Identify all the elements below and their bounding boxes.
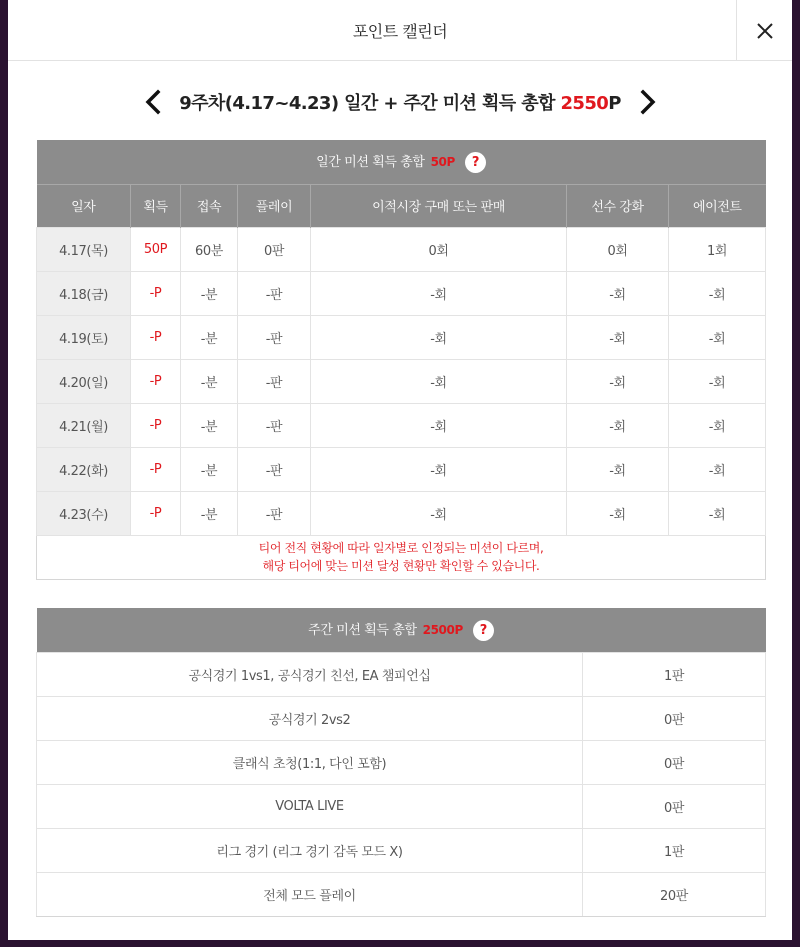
play-cell: 0판: [238, 227, 311, 271]
table-row: [37, 652, 766, 696]
points-cell: -P: [131, 359, 181, 403]
play-cell: -판: [238, 271, 311, 315]
login-cell: -분: [181, 403, 238, 447]
header-transfer: 이적시장 구매 또는 판매: [311, 184, 567, 227]
agent-cell: -회: [669, 491, 766, 535]
transfer-cell: -회: [311, 447, 567, 491]
date-cell: 4.21(월): [37, 403, 131, 447]
table-row: [37, 784, 766, 828]
points-cell: -P: [131, 271, 181, 315]
upgrade-cell: -회: [567, 447, 669, 491]
help-icon[interactable]: ?: [473, 620, 494, 641]
login-cell: -분: [181, 447, 238, 491]
week-navigation: [8, 82, 792, 122]
play-cell: -판: [238, 315, 311, 359]
upgrade-cell: -회: [567, 491, 669, 535]
weekly-summary-label: 주간 미션 획득 총합: [308, 622, 417, 638]
login-cell: 60분: [181, 227, 238, 271]
modal-header: [8, 0, 792, 61]
modal-title: 포인트 캘린더: [352, 21, 448, 41]
mission-name-cell: 전체 모드 플레이: [37, 872, 583, 916]
notice-line: 해당 티어에 맞는 미션 달성 현황만 확인할 수 있습니다.: [262, 559, 540, 573]
agent-cell: -회: [669, 315, 766, 359]
mission-name-cell: VOLTA LIVE: [37, 784, 583, 828]
table-row: [37, 828, 766, 872]
transfer-cell: -회: [311, 359, 567, 403]
login-cell: -분: [181, 359, 238, 403]
weekly-summary: [37, 608, 766, 652]
play-cell: -판: [238, 447, 311, 491]
mission-count-cell: 20판: [583, 872, 766, 916]
daily-summary: [37, 140, 766, 184]
upgrade-cell: -회: [567, 403, 669, 447]
table-row: [37, 271, 766, 315]
date-cell: 4.23(수): [37, 491, 131, 535]
header-agent: 에이전트: [669, 184, 766, 227]
transfer-cell: 0회: [311, 227, 567, 271]
points-cell: -P: [131, 315, 181, 359]
mission-count-cell: 0판: [583, 784, 766, 828]
daily-summary-label: 일간 미션 획득 총합: [316, 154, 425, 170]
table-row: [37, 359, 766, 403]
agent-cell: 1회: [669, 227, 766, 271]
header-upgrade: 선수 강화: [567, 184, 669, 227]
transfer-cell: -회: [311, 403, 567, 447]
date-cell: 4.22(화): [37, 447, 131, 491]
mission-name-cell: 공식경기 1vs1, 공식경기 친선, EA 챔피언십: [37, 652, 583, 696]
table-row: [37, 696, 766, 740]
week-total-points: 2550: [560, 93, 609, 114]
play-cell: -판: [238, 403, 311, 447]
chevron-right-icon: [634, 89, 660, 115]
next-week-button[interactable]: [634, 89, 660, 115]
points-cell: 50P: [131, 227, 181, 271]
play-cell: -판: [238, 359, 311, 403]
header-play: 플레이: [238, 184, 311, 227]
upgrade-cell: -회: [567, 315, 669, 359]
transfer-cell: -회: [311, 315, 567, 359]
transfer-cell: -회: [311, 491, 567, 535]
header-date: 일자: [37, 184, 131, 227]
week-title-text: 9주차(4.17~4.23) 일간 + 주간 미션 획득 총합: [179, 93, 561, 114]
table-row: [37, 872, 766, 916]
close-icon: [756, 22, 774, 40]
close-button[interactable]: [736, 0, 792, 61]
table-row: [37, 491, 766, 535]
agent-cell: -회: [669, 271, 766, 315]
help-icon[interactable]: ?: [465, 152, 486, 173]
mission-count-cell: 1판: [583, 652, 766, 696]
date-cell: 4.17(목): [37, 227, 131, 271]
table-row: [37, 447, 766, 491]
table-row: [37, 227, 766, 271]
week-title: [179, 89, 621, 115]
week-total-unit: P: [608, 93, 621, 114]
mission-count-cell: 1판: [583, 828, 766, 872]
header-login: 접속: [181, 184, 238, 227]
tier-notice: [37, 535, 766, 579]
login-cell: -분: [181, 271, 238, 315]
mission-count-cell: 0판: [583, 740, 766, 784]
weekly-mission-table: [36, 608, 766, 917]
point-calendar-modal: [8, 0, 792, 940]
note-row: [37, 535, 766, 579]
date-cell: 4.19(토): [37, 315, 131, 359]
transfer-cell: -회: [311, 271, 567, 315]
header-points: 획득: [131, 184, 181, 227]
table-row: [37, 740, 766, 784]
upgrade-cell: 0회: [567, 227, 669, 271]
table-row: [37, 315, 766, 359]
notice-line: 티어 전직 현황에 따라 일자별로 인정되는 미션이 다르며,: [258, 541, 544, 555]
agent-cell: -회: [669, 403, 766, 447]
upgrade-cell: -회: [567, 359, 669, 403]
agent-cell: -회: [669, 359, 766, 403]
login-cell: -분: [181, 315, 238, 359]
table-row: [37, 403, 766, 447]
agent-cell: -회: [669, 447, 766, 491]
mission-count-cell: 0판: [583, 696, 766, 740]
daily-summary-points: 50P: [430, 154, 455, 169]
points-cell: -P: [131, 491, 181, 535]
mission-name-cell: 클래식 초청(1:1, 다인 포함): [37, 740, 583, 784]
date-cell: 4.20(일): [37, 359, 131, 403]
date-cell: 4.18(금): [37, 271, 131, 315]
mission-name-cell: 리그 경기 (리그 경기 감독 모드 X): [37, 828, 583, 872]
mission-name-cell: 공식경기 2vs2: [37, 696, 583, 740]
upgrade-cell: -회: [567, 271, 669, 315]
login-cell: -분: [181, 491, 238, 535]
chevron-left-icon: [141, 89, 167, 115]
weekly-summary-points: 2500P: [422, 622, 463, 637]
daily-mission-table: [36, 140, 766, 580]
points-cell: -P: [131, 447, 181, 491]
prev-week-button[interactable]: [141, 89, 167, 115]
play-cell: -판: [238, 491, 311, 535]
points-cell: -P: [131, 403, 181, 447]
